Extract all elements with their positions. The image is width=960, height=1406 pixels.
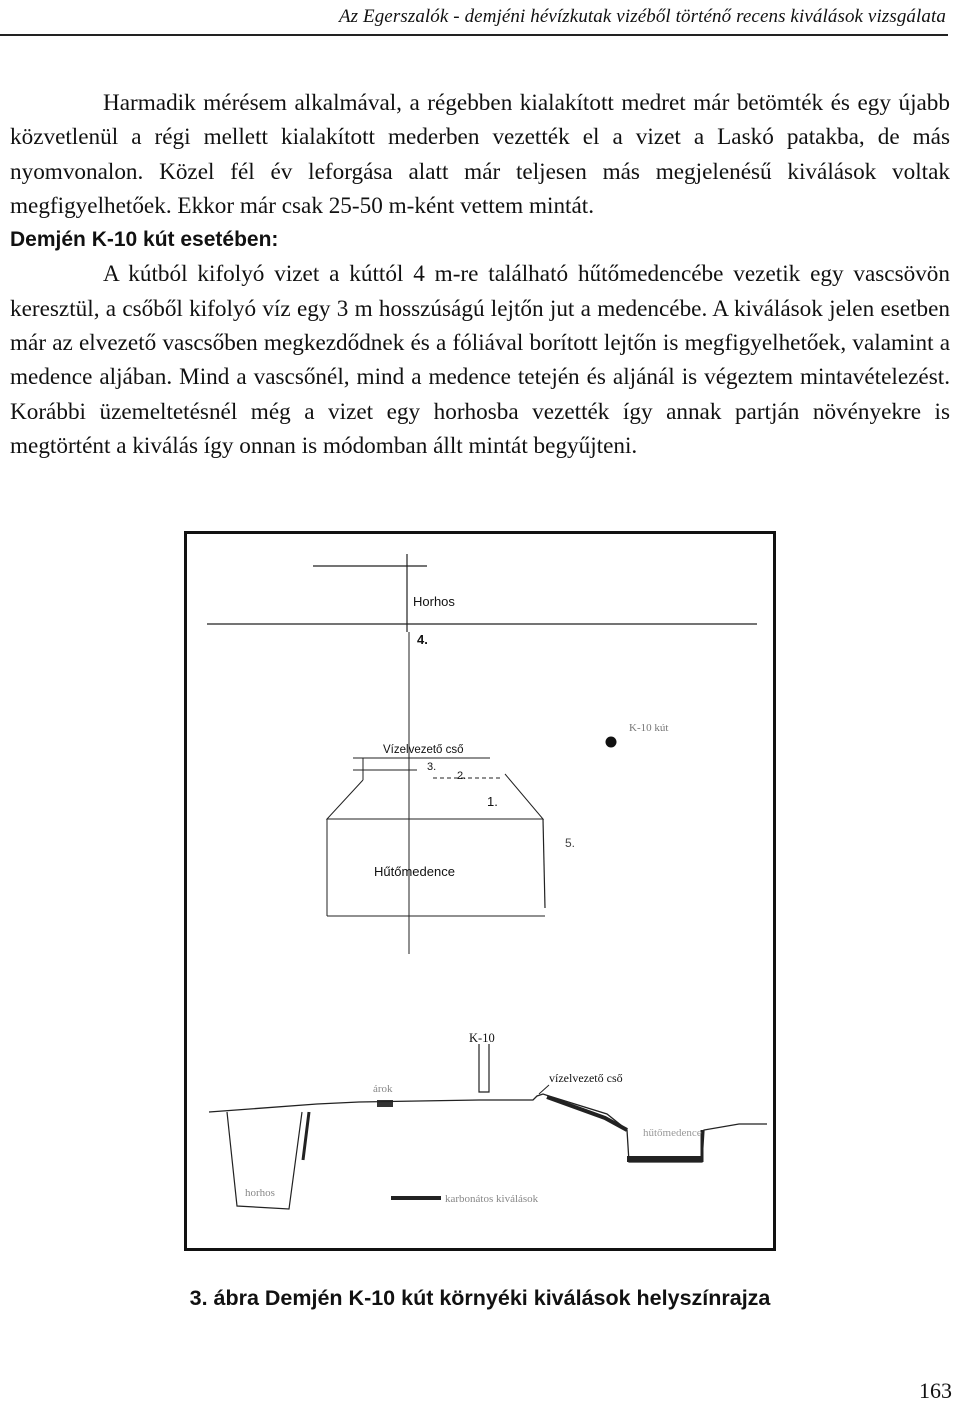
header-rule xyxy=(0,34,948,36)
label-horhos-top: Horhos xyxy=(413,594,455,609)
label-point-1: 1. xyxy=(487,794,498,809)
section-subheading: Demjén K-10 kút esetében: xyxy=(10,228,279,252)
label-point-5: 5. xyxy=(565,836,576,850)
slope-deposit xyxy=(547,1097,627,1130)
well-marker xyxy=(606,737,617,748)
pool-right-wall xyxy=(543,819,545,908)
well-pipe xyxy=(479,1044,489,1092)
pool-bottom-deposit xyxy=(627,1156,703,1162)
label-k10: K-10 xyxy=(469,1031,495,1045)
gully-bank-deposit xyxy=(303,1112,309,1160)
label-hutomedence-top: Hűtőmedence xyxy=(374,864,455,879)
figure-caption: 3. ábra Demjén K-10 kút környéki kiválások helyszínrajza xyxy=(189,1286,771,1310)
pool-top-outline xyxy=(327,774,543,819)
site-sketch-drawing xyxy=(187,534,779,1254)
page-number: 163 xyxy=(919,1378,952,1403)
body-text xyxy=(10,86,950,463)
legend-karbonatos-label: karbonátos kiválások xyxy=(445,1193,539,1205)
site-sketch-figure xyxy=(184,531,776,1251)
pipe-pointer xyxy=(539,1085,549,1094)
label-vizelvezeto-bottom: vízelvezető cső xyxy=(549,1071,623,1085)
label-vizelvezeto-top: Vízelvezető cső xyxy=(383,744,464,756)
paragraph-2: A kútból kifolyó vizet a kúttól 4 m-re található hűtőmedencébe vezetik egy vascsövön keresztül, a csőből kifolyó víz egy 3 m hosszúságú lejtőn jut a medencébe. A kiválások jelen esetben már az elvezető vascsőben megkezdődnek és a fóliával borított lejtőn is megfigyelhetőek, valamint a medence aljában. Mind a vascsőnél, mind a medence tetején és aljánál is végeztem mintavételezést. Korábbi üzemeltetésnél még a vizet egy horhosba vezették így annak partján növényekre is megtörtént a kiválás így onnan is módomban állt mintát begyűjteni. xyxy=(10,261,950,459)
label-horhos-bottom: horhos xyxy=(245,1187,275,1199)
paragraph-1: Harmadik mérésem alkalmával, a régebben kialakított medret már betömték és egy újabb közvetlenül a régi mellett kialakított mederben vezették el a vizet a Laskó patakba, de más nyomvonalon. Közel fél év leforgása alatt már teljesen más megjelenésű kiválások voltak megfigyelhetőek. Ekkor már csak 25-50 m-ként vettem mintát. xyxy=(10,90,950,219)
running-header xyxy=(0,0,960,40)
label-point-3: 3. xyxy=(427,761,437,773)
label-arok: árok xyxy=(373,1083,393,1095)
label-point-2: 2. xyxy=(457,770,467,782)
label-hutomedence-bottom: hűtőmedence xyxy=(643,1127,702,1139)
running-title: Az Egerszalók - demjéni hévízkutak vizéből történő recens kiválások vizsgálata xyxy=(338,6,946,27)
label-point-4: 4. xyxy=(417,632,428,647)
label-k10-kut: K-10 kút xyxy=(629,722,669,734)
